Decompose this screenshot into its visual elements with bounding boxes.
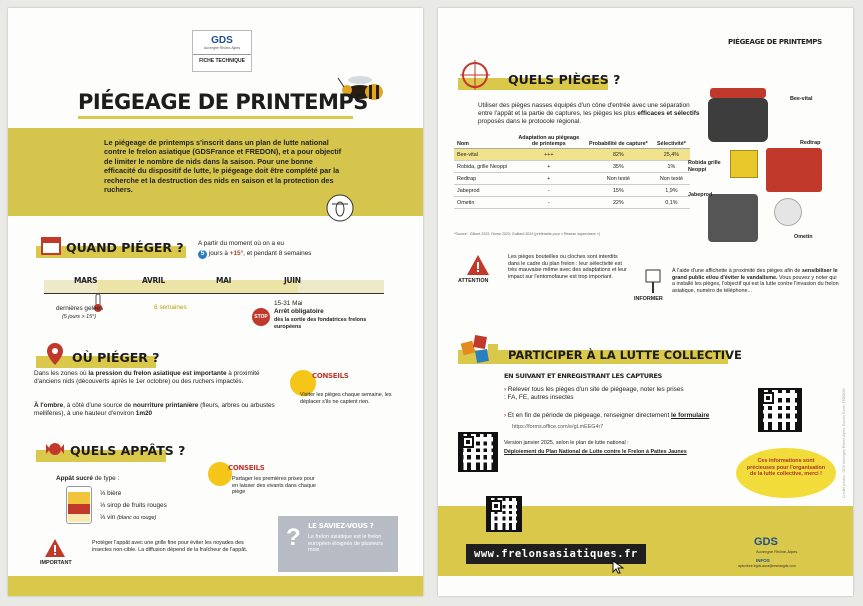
cell: + (514, 161, 584, 173)
pieges-intro-pre: Utiliser des pièges nasses équipés d'un cône d'entrée avec une séparation entre l'appât et la partie de captures, les pièges les plus (478, 102, 690, 117)
ou-text2-height: 1m20 (135, 410, 153, 417)
appat-item-3-frac: ⅓ (100, 514, 106, 521)
col-probabilite: Probabilité de capture* (584, 134, 653, 149)
participer-item1 (504, 386, 686, 402)
quand-line2 (198, 250, 408, 259)
pieges-table (454, 134, 690, 209)
right-header: PIÉGEAGE DE PRINTEMPS (728, 38, 822, 46)
cell: Non testé (653, 173, 690, 185)
arrow-icon: › (504, 412, 507, 419)
pieges-intro-bold: efficaces et sélectifs (637, 110, 700, 117)
beevital-lid (710, 88, 766, 98)
appats-title: QUELS APPÂTS ? (70, 443, 186, 458)
col-nom: Nom (454, 134, 514, 149)
important-text: Protéger l'appât avec une grille fine pour éviter les noyades des insectes non-cible. La diffusion dépend de la fraîcheur de l'appât. (92, 540, 248, 553)
cell: 1,9% (653, 185, 690, 197)
appats-conseils-title: CONSEILS (228, 464, 265, 472)
photo-credits: Crédits photos : GDS Auvergne Rhône-Alpes, Rucher Ecole, FREDON (842, 388, 846, 498)
stop-desc: dès la sortie des fondatrices frelons européens (274, 317, 367, 330)
ometin-trap (774, 198, 802, 226)
appat-item-3-note: (blanc ou rouge) (117, 515, 157, 521)
gelees-sub: (5 jours > 15°) (62, 314, 97, 320)
table-row (454, 149, 690, 161)
table-row (454, 161, 690, 173)
cell: - (514, 185, 584, 197)
cell: + (514, 173, 584, 185)
label-redtrap: Redtrap (800, 140, 821, 146)
attention-icon (466, 254, 490, 276)
hornet-outline-icon (326, 194, 354, 222)
cell: +++ (514, 149, 584, 161)
ou-text2-bold2: nourriture printanière (133, 402, 199, 409)
saviez-text: Le frelon asiatique est le frelon européen éloignés de plusieurs mois (308, 534, 383, 554)
cell: 15% (584, 185, 653, 197)
stop-badge: STOP (252, 308, 270, 326)
page-title: PIÉGEAGE DE PRINTEMPS (78, 90, 368, 114)
jabeprod-trap (708, 194, 758, 242)
quand-line1: A partir du moment où on a eu (198, 240, 284, 247)
attention-label: ATTENTION (458, 278, 489, 284)
cell: 22% (584, 197, 653, 209)
logo-name: GDS (211, 35, 233, 46)
cell: Bee-vital (454, 149, 514, 161)
cell: Redtrap (454, 173, 514, 185)
important-label: IMPORTANT (40, 560, 72, 566)
appats-conseils-text: Partager les premières prises pour en laisser des vivants dans chaque piège (232, 476, 316, 496)
days-badge: 5 (198, 250, 207, 259)
puzzle-icon (460, 332, 502, 366)
site-qr-code (486, 496, 522, 532)
logo-sub: Auvergne Rhône-Alpes (203, 46, 241, 50)
cell: 25,4% (653, 149, 690, 161)
table-row (454, 173, 690, 185)
formulaire-qr-code (758, 388, 802, 432)
redtrap-trap (766, 148, 822, 192)
warning-icon (44, 538, 66, 558)
cell: Jabeprod (454, 185, 514, 197)
timeline-period (98, 280, 298, 294)
appat-item-2-frac: ⅓ (100, 502, 106, 509)
pieges-table-wrap (454, 134, 690, 209)
fiche-technique-label: FICHE TECHNIQUE (193, 54, 251, 64)
cell: - (514, 197, 584, 209)
appat-sucre-line (56, 475, 119, 483)
label-jabeprod: Jabeprod (688, 192, 713, 198)
ou-text2 (34, 402, 284, 418)
informer-text (672, 268, 840, 294)
appat-item-3 (100, 514, 156, 522)
candy-icon (44, 438, 66, 460)
appat-item-1-frac: ⅓ (100, 490, 106, 497)
cell: 35% (584, 161, 653, 173)
month-juin: JUIN (284, 276, 301, 285)
footer-contact-title: INFOS (756, 558, 770, 563)
jar-layer-vin (68, 514, 90, 522)
appat-sucre-bold: Appât sucré (56, 475, 93, 482)
col-selectivite: Sélectivité* (653, 134, 690, 149)
footer-contact: apiculture.frgds-aura@reseaugds.com (738, 564, 796, 568)
participer-title: PARTICIPER À LA LUTTE COLLECTIVE (508, 348, 742, 362)
informer-bold: sensibiliser le grand public et/ou d'éviter le vandalisme. (672, 268, 838, 281)
formulaire-url[interactable]: https://forms.office.com/e/gLmEEG4r7 (512, 424, 604, 430)
footer-gds-sub: Auvergne Rhône-Alpes (756, 549, 798, 554)
quand-temp: +15° (229, 250, 244, 257)
ou-title: OÙ PIÉGER ? (72, 350, 160, 365)
plan-qr-code (458, 432, 498, 472)
ou-text1 (34, 370, 284, 386)
gds-logo (192, 30, 252, 72)
ou-text2-mid: , à côté d'une source de (63, 402, 134, 409)
table-header-row (454, 134, 690, 149)
quand-line2-pre: jours à (208, 250, 228, 257)
ou-conseils-text: Visiter les pièges chaque semaine, les déplacer s'ils ne captent rien. (300, 392, 392, 405)
left-footer-band (8, 576, 423, 596)
table-row (454, 197, 690, 209)
participer-subtitle: EN SUIVANT ET ENREGISTRANT LES CAPTURES (504, 372, 663, 380)
informer-label: INFORMER (634, 296, 663, 302)
crosshair-icon (460, 60, 490, 90)
version-text: Version janvier 2025, selon le plan de lutte national : (504, 440, 629, 446)
appat-item-1 (100, 490, 121, 498)
informer-pre: À l'aide d'une affichette à proximité des pièges afin de (672, 268, 802, 274)
quand-line2-post: , et pendant 8 semaines (243, 250, 312, 257)
jar-layer-sirop (68, 504, 90, 514)
stop-title: Arrêt obligatoire (274, 308, 324, 315)
table-source: *Source : Gilbert 2022; Rome 2023; Guillard 2024 (préférable pour « Réseau superviseur ») (454, 232, 601, 236)
appat-item-3-text: vin (107, 514, 116, 521)
col-adaptation: Adaptation au piégeage de printemps (514, 134, 584, 149)
robida-trap (730, 150, 758, 178)
title-underline (78, 116, 353, 119)
quand-title: QUAND PIÉGER ? (66, 240, 184, 255)
stop-date: 15-31 Mai (274, 300, 303, 307)
cell: 82% (584, 149, 653, 161)
calendar-icon (40, 234, 62, 256)
participer-item2 (504, 412, 764, 420)
appat-item-2-text: sirop de fruits rouges (107, 502, 167, 509)
label-robida: Robida grille Neoppi (688, 160, 721, 173)
appat-item-1-text: bière (107, 490, 122, 497)
label-ometin: Ometin (794, 234, 813, 240)
cell: Ometin (454, 197, 514, 209)
info-bubble-text: Ces informations sont précieuses pour l'organisation de la lutte collective, merci ! (746, 458, 826, 478)
ou-text2-bold1: À l'ombre (34, 402, 64, 409)
question-icon: ? (286, 524, 301, 551)
pieges-title: QUELS PIÈGES ? (508, 72, 621, 87)
weeks-label: 8 semaines (154, 304, 187, 311)
attention-text: Les pièges bouteilles ou cloches sont interdits dans le cadre du plan frelon : leur sélectivité est très mauvaise même avec des adaptations et leur impact sur l'entomofaune est trop important. (508, 254, 627, 280)
sign-icon (644, 268, 662, 294)
cell: Robida, grille Neoppi (454, 161, 514, 173)
intro-text: Le piégeage de printemps s'inscrit dans un plan de lutte national contre le frelon asiatique (GDSFrance et FREDON), et a pour objectif de limiter le nombre de nids dans la saison. Pour une bonne efficacité du dispositif de lutte, le piégeage doit être complété par la recherche et la destruction des nids en saison et la protection des ruchers. (104, 138, 342, 195)
participer-item1-text: Relever tous les pièges d'un site de piégeage, noter les prises : FA, FE, autres insectes (504, 386, 684, 401)
month-mai: MAI (216, 276, 232, 285)
site-url[interactable]: www.frelonsasiatiques.fr (474, 548, 638, 560)
pieges-intro (478, 102, 700, 126)
month-avril: AVRIL (142, 276, 165, 285)
footer-gds-logo: GDS (754, 536, 778, 548)
ou-text2-post: (fleurs, arbres ou arbustes mellifères), à une hauteur d'environ (34, 402, 275, 417)
informer-post: Vous pouvez y noter qui a installé les pièges, l'objectif qui est la lutte contre l'invasion du frelon asiatique, numéro de téléphone... (672, 274, 839, 294)
arrow-icon: › (504, 386, 507, 393)
plan-text: Déploiement du Plan National de Lutte contre le Frelon à Pattes Jaunes (504, 449, 687, 455)
ou-text1-bold: la pression du frelon asiatique est importante (88, 370, 227, 377)
appat-sucre-rest: de type : (92, 475, 120, 482)
location-pin-icon (46, 342, 64, 366)
jar-layer-biere (68, 492, 90, 504)
cell: Non testé (584, 173, 653, 185)
table-row (454, 185, 690, 197)
cursor-icon (612, 560, 624, 574)
appat-item-2 (100, 502, 167, 510)
month-mars: MARS (74, 276, 98, 285)
cell: 0,1% (653, 197, 690, 209)
right-page (438, 8, 853, 596)
left-page (8, 8, 423, 596)
formulaire-link[interactable]: le formulaire (671, 412, 710, 419)
ou-text1-pre: Dans les zones où (34, 370, 89, 377)
saviez-title: LE SAVIEZ-VOUS ? (308, 522, 374, 530)
ou-conseils-title: CONSEILS (312, 372, 349, 380)
beevital-trap (708, 98, 768, 142)
cell: 1% (653, 161, 690, 173)
pieges-intro-post: proposés dans le protocole régional. (478, 118, 582, 125)
participer-item2-pre: Et en fin de période de piégeage, renseigner directement (507, 412, 671, 419)
label-beevital: Bee-vital (790, 96, 813, 102)
ou-text1-post: à proximité d'anciens nids (découverts après le 1er octobre) ou des ruchers impactés. (34, 370, 260, 385)
gelees-label: dernières gelées (56, 305, 104, 312)
